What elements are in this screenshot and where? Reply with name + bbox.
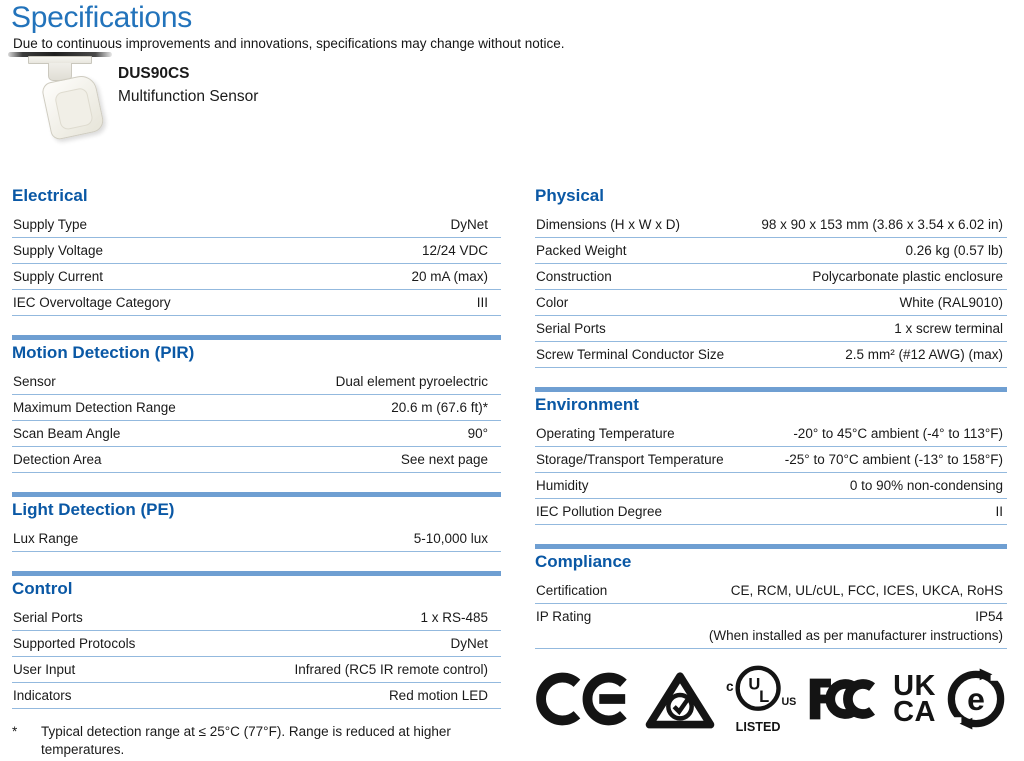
footnote-marker: * (12, 724, 18, 739)
svg-text:e: e (967, 680, 985, 717)
product-model: DUS90CS (118, 65, 190, 82)
spec-column-right (535, 186, 1007, 735)
spec-label: Supported Protocols (13, 636, 136, 651)
section-divider-bar (12, 492, 501, 497)
footnote-text: Typical detection range at ≤ 25°C (77°F). Range is reduced at higher temperatures. (41, 724, 451, 757)
spec-column-left (12, 186, 501, 758)
spec-value: 20 mA (max) (411, 269, 488, 284)
section-heading: Compliance (535, 552, 632, 571)
page-title: Specifications (11, 1, 192, 34)
svg-text:U: U (748, 674, 761, 694)
footnote (12, 723, 501, 758)
page-subtitle: Due to continuous improvements and innovations, specifications may change without notice. (13, 36, 565, 51)
section-divider-bar (12, 335, 501, 340)
section-heading: Control (12, 579, 73, 598)
spec-value: 0 to 90% non-condensing (849, 478, 1003, 493)
spec-row (535, 212, 1007, 238)
spec-label: IEC Overvoltage Category (13, 295, 171, 310)
spec-row (535, 264, 1007, 290)
spec-label: Supply Type (13, 217, 88, 232)
spec-row (12, 605, 501, 631)
product-photo (8, 52, 112, 144)
section-heading: Environment (535, 395, 639, 414)
section-physical (535, 186, 1007, 368)
svg-text:c: c (726, 679, 734, 695)
spec-label: Certification (536, 583, 608, 598)
spec-value: 2.5 mm² (#12 AWG) (max) (845, 347, 1003, 362)
spec-value: 90° (467, 426, 488, 441)
spec-row (535, 342, 1007, 368)
spec-row (12, 421, 501, 447)
spec-value: II (995, 504, 1003, 519)
spec-row (535, 290, 1007, 316)
spec-value: Dual element pyroelectric (335, 374, 488, 389)
spec-row (535, 238, 1007, 264)
svg-text:LISTED: LISTED (735, 720, 781, 735)
section-divider-bar (535, 544, 1007, 549)
spec-row (12, 447, 501, 473)
cul-listed-icon (725, 663, 799, 735)
svg-text:US: US (781, 695, 797, 708)
spec-row (535, 578, 1007, 604)
section-heading: Physical (535, 186, 604, 205)
spec-label: Construction (536, 269, 612, 284)
china-rohs-icon (945, 668, 1007, 730)
spec-label: Scan Beam Angle (13, 426, 121, 441)
section-light-detection (12, 492, 501, 552)
ukca-icon (893, 670, 936, 728)
sensor-head (41, 73, 106, 141)
spec-row (535, 447, 1007, 473)
fcc-icon (808, 676, 884, 722)
spec-row (12, 369, 501, 395)
spec-row (535, 499, 1007, 525)
spec-label: Serial Ports (536, 321, 606, 336)
spec-value-note: (When installed as per manufacturer instructions) (708, 628, 1003, 643)
spec-value: 1 x RS-485 (420, 610, 488, 625)
spec-row (535, 473, 1007, 499)
spec-label: Maximum Detection Range (13, 400, 176, 415)
spec-row (12, 264, 501, 290)
spec-row (12, 657, 501, 683)
section-heading: Motion Detection (PIR) (12, 343, 195, 362)
spec-value: Infrared (RC5 IR remote control) (294, 662, 488, 677)
spec-label: IP Rating (536, 609, 592, 624)
spec-value: -25° to 70°C ambient (-13° to 158°F) (784, 452, 1003, 467)
spec-label: Sensor (13, 374, 56, 389)
spec-row (12, 683, 501, 709)
spec-label: Lux Range (13, 531, 79, 546)
spec-label: IEC Pollution Degree (536, 504, 663, 519)
section-motion-detection (12, 335, 501, 473)
spec-value: 1 x screw terminal (894, 321, 1003, 336)
spec-row (12, 238, 501, 264)
section-control (12, 571, 501, 709)
spec-label: Supply Current (13, 269, 104, 284)
spec-value: III (476, 295, 488, 310)
spec-value: Polycarbonate plastic enclosure (812, 269, 1003, 284)
product-name: Multifunction Sensor (118, 88, 259, 105)
spec-value: 20.6 m (67.6 ft)* (391, 400, 488, 415)
section-divider-bar (12, 571, 501, 576)
section-divider-bar (535, 387, 1007, 392)
certification-logos (535, 663, 1007, 735)
sensor-lens (54, 87, 94, 131)
section-heading: Electrical (12, 186, 88, 205)
spec-label: Packed Weight (536, 243, 627, 258)
spec-row (535, 604, 1007, 649)
ce-mark-icon (535, 672, 635, 726)
spec-value: 0.26 kg (0.57 lb) (905, 243, 1003, 258)
spec-row (12, 526, 501, 552)
section-heading: Light Detection (PE) (12, 500, 175, 519)
spec-label: Storage/Transport Temperature (536, 452, 724, 467)
spec-row (12, 395, 501, 421)
spec-value: 12/24 VDC (421, 243, 488, 258)
spec-value: Red motion LED (388, 688, 488, 703)
spec-value: DyNet (450, 636, 488, 651)
spec-label: Color (536, 295, 569, 310)
spec-value-main: IP54 (975, 609, 1003, 624)
spec-label: Screw Terminal Conductor Size (536, 347, 725, 362)
spec-row (535, 421, 1007, 447)
spec-label: User Input (13, 662, 76, 677)
spec-label: Operating Temperature (536, 426, 675, 441)
spec-row (12, 631, 501, 657)
spec-label: Supply Voltage (13, 243, 104, 258)
spec-row (535, 316, 1007, 342)
spec-row (12, 290, 501, 316)
section-environment (535, 387, 1007, 525)
spec-label: Serial Ports (13, 610, 83, 625)
spec-value: -20° to 45°C ambient (-4° to 113°F) (793, 426, 1003, 441)
section-electrical (12, 186, 501, 316)
spec-label: Dimensions (H x W x D) (536, 217, 681, 232)
ukca-line1: UK (893, 670, 936, 702)
ukca-line2: CA (893, 696, 936, 728)
spec-value: 5-10,000 lux (413, 531, 488, 546)
spec-value: See next page (400, 452, 488, 467)
spec-label: Indicators (13, 688, 72, 703)
rcm-icon (644, 669, 716, 730)
product-info (118, 62, 258, 108)
spec-label: Detection Area (13, 452, 102, 467)
spec-value: White (RAL9010) (899, 295, 1003, 310)
spec-value: CE, RCM, UL/cUL, FCC, ICES, UKCA, RoHS (730, 583, 1003, 598)
spec-value (709, 607, 1003, 645)
spec-value: 98 x 90 x 153 mm (3.86 x 3.54 x 6.02 in) (761, 217, 1003, 232)
section-compliance (535, 544, 1007, 649)
spec-row (12, 212, 501, 238)
spec-label: Humidity (536, 478, 589, 493)
svg-text:L: L (759, 686, 770, 706)
spec-value: DyNet (450, 217, 488, 232)
